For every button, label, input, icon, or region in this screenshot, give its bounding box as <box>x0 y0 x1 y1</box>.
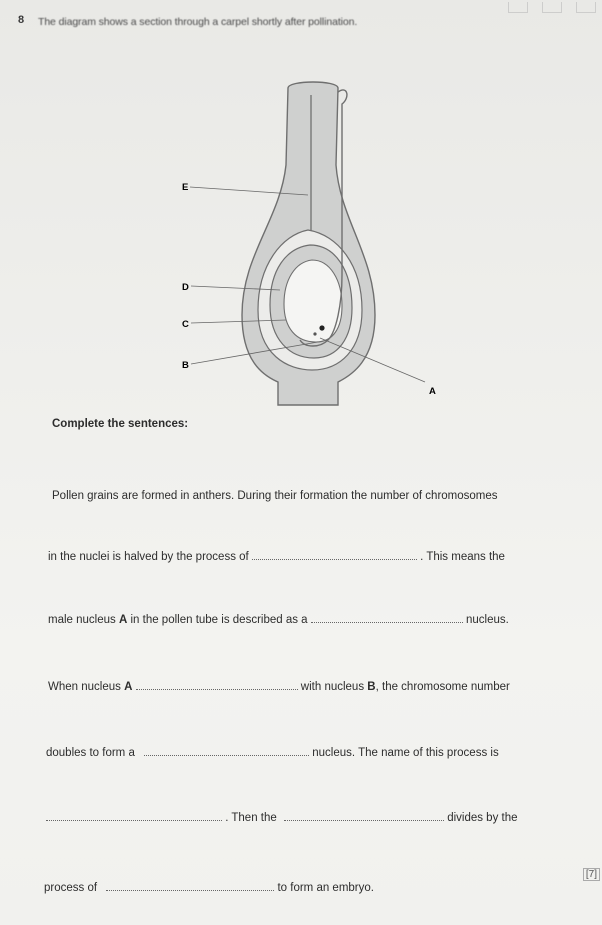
sentence-line-2 <box>48 551 505 563</box>
marks-allocation: [7] <box>583 868 600 881</box>
answer-blank-7[interactable] <box>106 889 274 891</box>
instructions: Complete the sentences: <box>52 418 189 430</box>
sentence-line-5 <box>46 747 499 759</box>
answer-blank-2[interactable] <box>311 621 463 623</box>
label-B: B <box>182 360 189 371</box>
sentence-2-end: . This means the <box>420 551 505 563</box>
sentence-line-7 <box>44 882 374 894</box>
carpel-diagram <box>170 70 450 410</box>
sentence-4-bold-a: A <box>124 681 133 693</box>
sentence-4-start: When nucleus <box>48 681 121 693</box>
sentence-3-start: male nucleus <box>48 614 116 626</box>
sentence-4-bold-b: B <box>367 681 376 693</box>
sentence-6-end: divides by the <box>447 812 518 824</box>
page-edge-decoration <box>494 0 596 18</box>
sentence-5-start: doubles to form a <box>46 747 135 759</box>
sentence-line-1: Pollen grains are formed in anthers. During their formation the number of chromosomes <box>52 490 498 502</box>
sentence-3-end: nucleus. <box>465 614 509 626</box>
sentence-6-start: . Then the <box>225 812 277 824</box>
label-D: D <box>182 282 189 293</box>
question-number: 8 <box>18 14 25 26</box>
sentence-line-4 <box>48 681 510 693</box>
label-A: A <box>429 386 436 397</box>
sentence-7-start: process of <box>44 882 98 894</box>
sentence-7-end: to form an embryo. <box>277 882 374 894</box>
sentence-4-end: , the chromosome number <box>375 681 510 693</box>
sentence-3-bold-a: A <box>118 614 128 626</box>
sentence-4-mid: with nucleus <box>300 681 365 693</box>
sentence-line-6 <box>46 812 518 824</box>
sentence-3-mid: in the pollen tube is described as a <box>130 614 308 626</box>
answer-blank-3[interactable] <box>136 688 298 690</box>
label-E: E <box>182 182 189 193</box>
egg-nucleus <box>319 325 324 330</box>
answer-blank-4[interactable] <box>144 754 309 756</box>
sentence-line-3 <box>48 614 509 626</box>
answer-blank-6[interactable] <box>284 819 444 821</box>
answer-blank-1[interactable] <box>252 558 417 560</box>
question-intro: The diagram shows a section through a carpel shortly after pollination. <box>38 16 358 28</box>
sentence-2-start: in the nuclei is halved by the process of <box>48 551 249 563</box>
sentence-5-end: nucleus. The name of this process is <box>312 747 499 759</box>
label-C: C <box>182 319 189 330</box>
answer-blank-5[interactable] <box>46 819 222 821</box>
polar-nucleus <box>313 332 316 335</box>
